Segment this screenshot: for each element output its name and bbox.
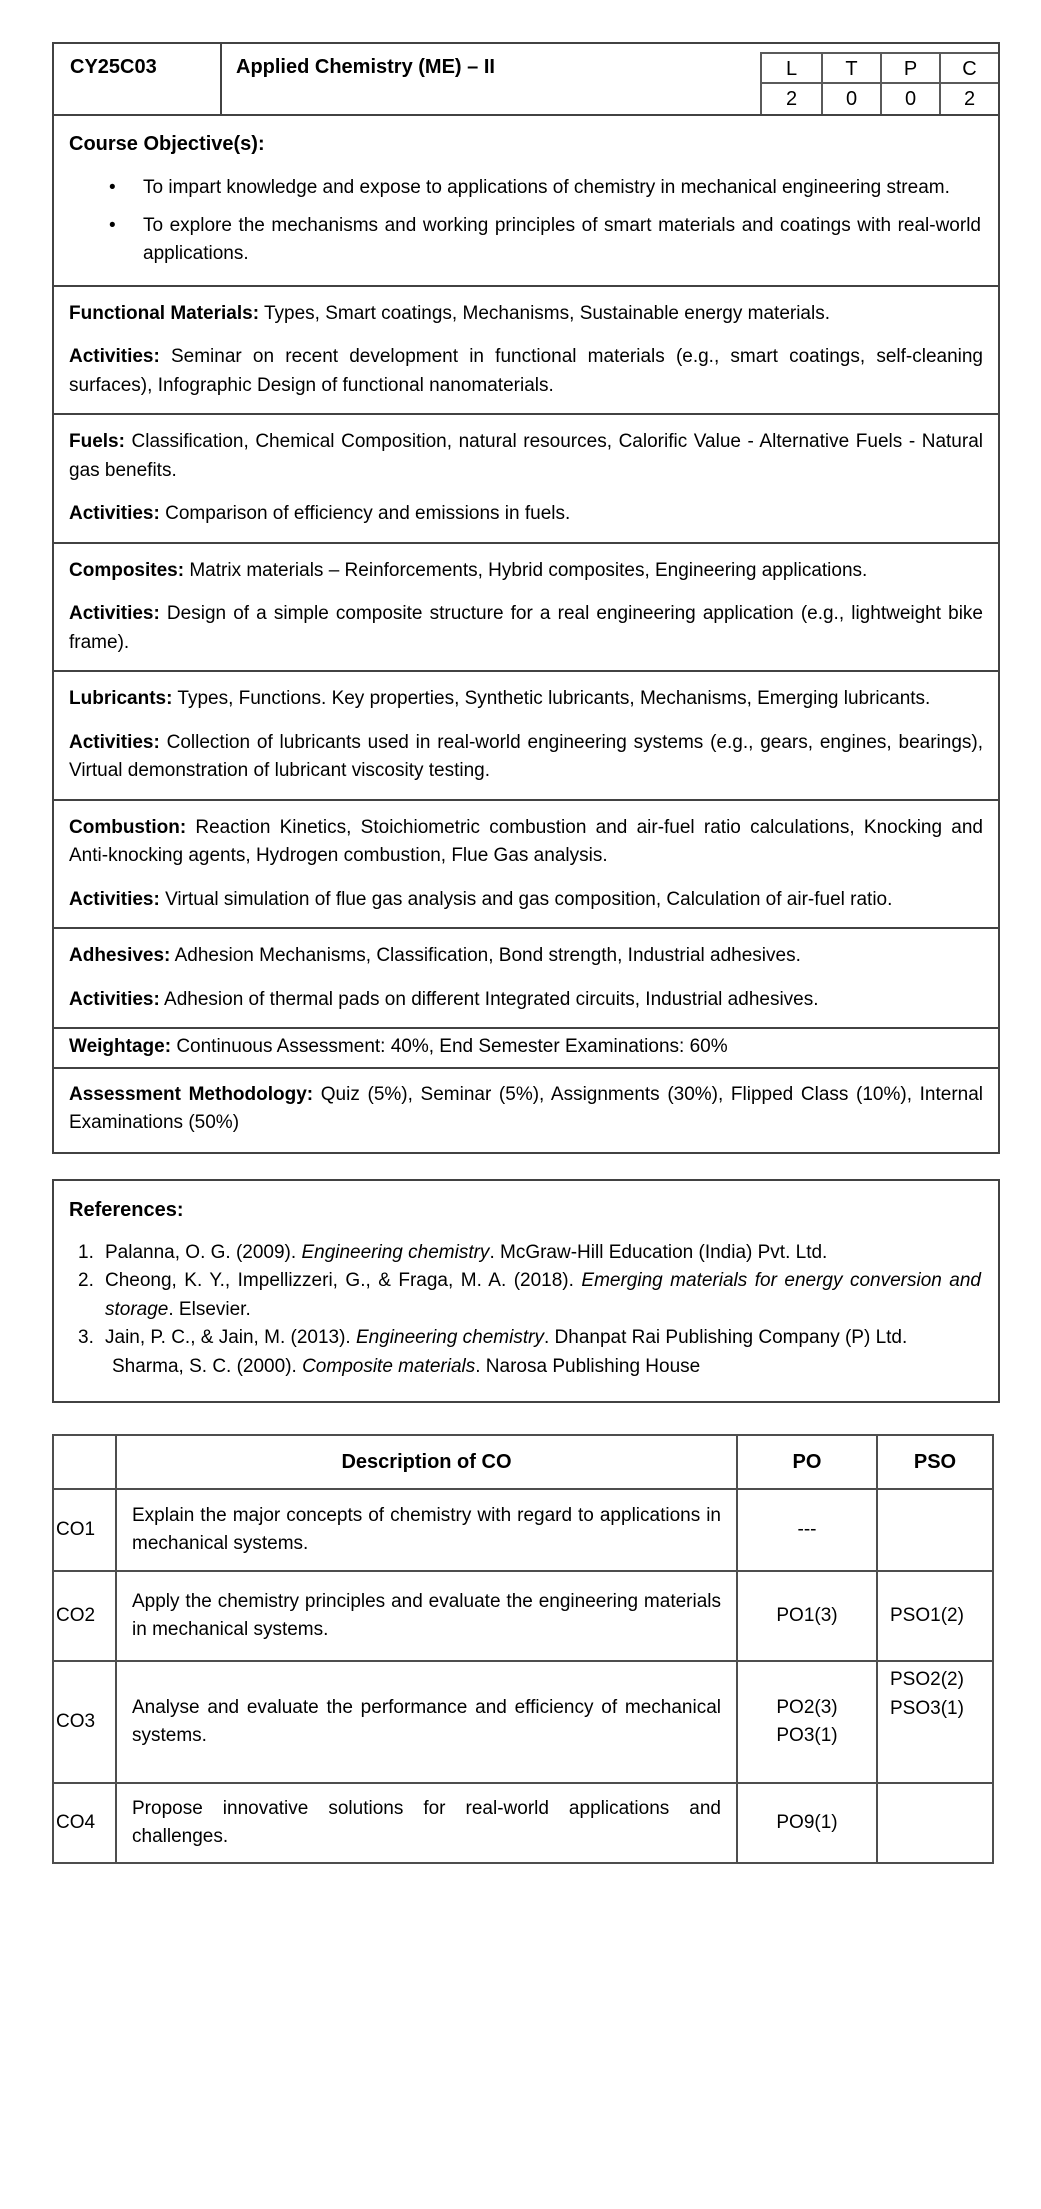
co-id: CO3 <box>56 1710 96 1732</box>
activities-label: Activities: <box>69 888 160 910</box>
ltpc-grid <box>760 52 998 114</box>
co-pso-cell <box>876 1662 992 1782</box>
course-objectives-section <box>54 114 998 285</box>
unit-label: Functional Materials: <box>69 302 260 324</box>
italic-title: Composite materials <box>302 1355 476 1377</box>
activities-label: Activities: <box>69 731 160 753</box>
italic-title: Emerging materials for energy conversion and storage <box>105 1270 981 1320</box>
unit-activities: Activities: Adhesion of thermal pads on different Integrated circuits, Industrial adhesives. <box>69 988 819 1010</box>
weightage-text: Weightage: Continuous Assessment: 40%, End Semester Examinations: 60% <box>69 1036 728 1057</box>
unit-content: Functional Materials: Types, Smart coatings, Mechanisms, Sustainable energy materials. <box>69 302 830 324</box>
unit-section-lubricants <box>54 670 998 799</box>
bullet-icon: • <box>109 214 116 236</box>
objective-text: To explore the mechanisms and working principles of smart materials and coatings with real-world applications. <box>143 214 981 264</box>
course-table <box>52 42 1000 1154</box>
unit-label: Adhesives: <box>69 945 171 966</box>
reference-text-run: . McGraw-Hill Education (India) Pvt. Ltd. <box>489 1241 828 1263</box>
ltpc-table <box>760 44 998 114</box>
ltpc-value-p: 0 <box>880 84 939 114</box>
unit-label: Lubricants: <box>69 688 173 709</box>
reference-text-run: . Narosa Publishing House <box>475 1355 701 1377</box>
reference-number: 2. <box>78 1270 94 1291</box>
weightage-label: Weightage: <box>69 1036 172 1057</box>
reference-text-run: . Elsevier. <box>168 1298 251 1320</box>
reference-text <box>105 1324 983 1353</box>
ltpc-header-t: T <box>821 54 880 84</box>
reference-item <box>69 1239 983 1268</box>
co-po-cell <box>736 1490 876 1570</box>
activities-label: Activities: <box>69 603 160 624</box>
reference-item <box>69 1324 983 1353</box>
pso-value: PSO1(2) <box>890 1604 964 1626</box>
co-id: CO1 <box>56 1518 96 1540</box>
reference-text-run: Cheong, K. Y., Impellizzeri, G., & Fraga, M. A. (2018). <box>105 1270 582 1291</box>
co-header-description-of-co: Description of CO <box>115 1436 736 1488</box>
unit-content: Composites: Matrix materials – Reinforcements, Hybrid composites, Engineering applications. <box>69 559 868 581</box>
course-code: CY25C03 <box>54 44 222 114</box>
reference-text <box>105 1239 983 1268</box>
references-list <box>69 1239 983 1382</box>
bullet-icon: • <box>109 177 116 198</box>
co-description-cell <box>115 1784 736 1862</box>
unit-sections <box>54 285 998 1028</box>
reference-number: 3. <box>78 1327 94 1348</box>
ltpc-value-t: 0 <box>821 84 880 114</box>
reference-text-run: Sharma, S. C. (2000). <box>112 1355 303 1377</box>
weightage-section <box>54 1027 998 1067</box>
co-pso-cell <box>876 1490 992 1570</box>
co-description: Explain the major concepts of chemistry with regard to applications in mechanical systems. <box>132 1504 721 1554</box>
reference-number: 1. <box>78 1241 94 1263</box>
pso-value: PSO2(2) <box>890 1669 964 1690</box>
references-heading: References: <box>69 1198 184 1221</box>
co-description-cell <box>115 1490 736 1570</box>
co-description: Propose innovative solutions for real-world applications and challenges. <box>132 1797 721 1847</box>
co-row-co3 <box>54 1660 992 1782</box>
activities-label: Activities: <box>69 988 160 1010</box>
reference-text-run: . Dhanpat Rai Publishing Company (P) Ltd. <box>543 1327 908 1348</box>
co-pso-cell <box>876 1572 992 1660</box>
unit-content: Lubricants: Types, Functions. Key properties, Synthetic lubricants, Mechanisms, Emerging lubricants. <box>69 688 931 709</box>
reference-item <box>69 1267 983 1324</box>
assessment-methodology-section <box>54 1067 998 1152</box>
italic-title: Engineering chemistry <box>301 1241 490 1263</box>
ltpc-header-c: C <box>939 54 998 84</box>
unit-label: Fuels: <box>69 431 125 452</box>
po-value: PO2(3) <box>776 1696 838 1718</box>
co-id: CO2 <box>56 1604 96 1626</box>
co-pso-cell <box>876 1784 992 1862</box>
co-description-cell <box>115 1572 736 1660</box>
unit-section-combustion <box>54 799 998 928</box>
objective-text: To impart knowledge and expose to applications of chemistry in mechanical engineering stream. <box>143 177 950 198</box>
activities-label: Activities: <box>69 503 160 524</box>
co-po-pso-table <box>52 1434 994 1864</box>
co-table-header-row <box>54 1436 992 1488</box>
ltpc-value-c: 2 <box>939 84 998 114</box>
unit-section-composites <box>54 542 998 671</box>
unit-section-functional-materials <box>54 285 998 414</box>
co-header-pso: PSO <box>876 1436 992 1488</box>
ltpc-header-l: L <box>762 54 821 84</box>
assessment-methodology-label: Assessment Methodology: <box>69 1083 314 1105</box>
ltpc-header-p: P <box>880 54 939 84</box>
unit-section-adhesives <box>54 927 998 1027</box>
co-header-po: PO <box>736 1436 876 1488</box>
course-title: Applied Chemistry (ME) – II <box>236 56 495 78</box>
co-po-cell <box>736 1572 876 1660</box>
unit-activities: Activities: Comparison of efficiency and emissions in fuels. <box>69 503 571 524</box>
reference-extra-line <box>112 1353 983 1382</box>
course-objectives-heading: Course Objective(s): <box>69 133 265 155</box>
unit-activities: Activities: Seminar on recent development in functional materials (e.g., smart coatings, self-cleaning surfaces), Infographic Design of functional nanomaterials. <box>69 346 983 396</box>
po-value: PO9(1) <box>776 1811 838 1833</box>
pso-value: PSO3(1) <box>890 1697 964 1719</box>
unit-activities: Activities: Virtual simulation of flue gas analysis and gas composition, Calculation of air-fuel ratio. <box>69 888 893 910</box>
co-po-cell <box>736 1662 876 1782</box>
activities-label: Activities: <box>69 346 160 367</box>
co-po-cell <box>736 1784 876 1862</box>
co-description: Apply the chemistry principles and evaluate the engineering materials in mechanical systems. <box>132 1590 721 1640</box>
co-header-empty <box>54 1436 115 1488</box>
references-section <box>52 1179 1000 1404</box>
unit-activities: Activities: Collection of lubricants used in real-world engineering systems (e.g., gears, engines, bearings), Virtual demonstration of lubricant viscosity testing. <box>69 731 983 781</box>
ltpc-value-l: 2 <box>785 88 798 110</box>
unit-activities: Activities: Design of a simple composite structure for a real engineering application (e.g., lightweight bike frame). <box>69 603 983 653</box>
co-description-cell <box>115 1662 736 1782</box>
reference-text-run: Palanna, O. G. (2009). <box>105 1241 302 1263</box>
reference-text-run: Jain, P. C., & Jain, M. (2013). <box>105 1327 356 1348</box>
course-objectives-list <box>109 174 983 269</box>
co-row-co4 <box>54 1782 992 1862</box>
course-header-row <box>54 44 998 114</box>
objective-item <box>109 174 983 203</box>
po-value: --- <box>797 1518 817 1540</box>
unit-content: Adhesives: Adhesion Mechanisms, Classification, Bond strength, Industrial adhesives. <box>69 945 801 966</box>
po-value: PO1(3) <box>776 1604 838 1626</box>
italic-title: Engineering chemistry <box>355 1327 544 1348</box>
co-row-co2 <box>54 1570 992 1660</box>
unit-content: Combustion: Reaction Kinetics, Stoichiometric combustion and air-fuel ratio calculations, Knocking and Anti-knocking agents, Hydrogen combustion, Flue Gas analysis. <box>69 816 983 866</box>
objective-item <box>109 212 983 269</box>
co-row-co1 <box>54 1488 992 1570</box>
assessment-methodology-text: Assessment Methodology: Quiz (5%), Seminar (5%), Assignments (30%), Flipped Class (10%), Internal Examinations (50%) <box>69 1083 984 1133</box>
po-value: PO3(1) <box>776 1725 838 1746</box>
reference-text <box>105 1267 983 1324</box>
co-description: Analyse and evaluate the performance and efficiency of mechanical systems. <box>132 1696 721 1746</box>
unit-label: Composites: <box>69 559 185 581</box>
unit-label: Combustion: <box>69 816 187 838</box>
unit-section-fuels <box>54 413 998 542</box>
unit-content: Fuels: Classification, Chemical Composition, natural resources, Calorific Value - Alternative Fuels - Natural gas benefits. <box>69 431 983 481</box>
co-id: CO4 <box>56 1811 96 1833</box>
